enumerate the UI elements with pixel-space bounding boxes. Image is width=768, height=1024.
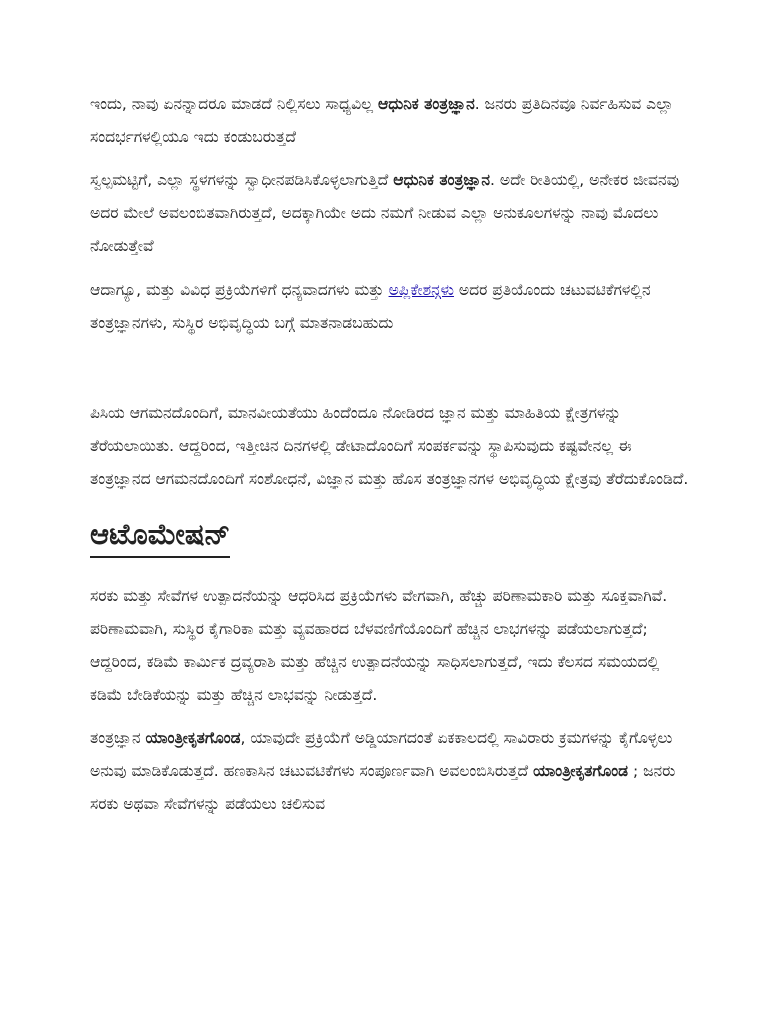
- paragraph-production: ಸರಕು ಮತ್ತು ಸೇವೆಗಳ ಉತ್ಪಾದನೆಯನ್ನು ಆಧರಿಸಿದ ಪ್ರಕ್ರಿಯೆಗಳು ವೇಗವಾಗಿ, ಹೆಚ್ಚು ಪರಿಣಾಮಕಾರಿ ಮತ್ತು ಸೂಕ್ತವಾಗಿವೆ. ಪರಿಣಾಮವಾಗಿ, ಸುಸ್ಥಿರ ಕೈಗಾರಿಕಾ ಮತ್ತು ವ್ಯವಹಾರದ ಬೆಳವಣಿಗೆಯೊಂದಿಗೆ ಹೆಚ್ಚಿನ ಲಾಭಗಳನ್ನು ಪಡೆಯಲಾಗುತ್ತದೆ; ಆದ್ದರಿಂದ, ಕಡಿಮೆ ಕಾರ್ಮಿಕ ದ್ರವ್ಯರಾಶಿ ಮತ್ತು ಹೆಚ್ಚಿನ ಉತ್ಪಾದನೆಯನ್ನು ಸಾಧಿಸಲಾಗುತ್ತದೆ, ಇದು ಕೆಲಸದ ಸಮಯದಲ್ಲಿ ಕಡಿಮೆ ಬೇಡಿಕೆಯನ್ನು ಮತ್ತು ಹೆಚ್ಚಿನ ಲಾಭವನ್ನು ನೀಡುತ್ತದೆ.: [90, 587, 668, 704]
- text-run: . ಅದೇ ರೀತಿಯಲ್ಲಿ, ಅನೇಕರ ಜೀವನವು ಅದರ ಮೇಲೆ ಅವಲಂಬಿತವಾಗಿರುತ್ತದೆ, ಅದಕ್ಕಾಗಿಯೇ ಅದು ನಮಗೆ ನೀಡುವ ಎಲ್ಲಾ ಅನುಕೂಲಗಳನ್ನು ನಾವು ಮೊದಲು ನೋಡುತ್ತೇವೆ: [90, 171, 680, 255]
- section-heading-automation: ಆಟೊಮೇಷನ್: [90, 514, 230, 558]
- paragraph-intro: [90, 88, 690, 154]
- text-run: , ಯಾವುದೇ ಪ್ರಕ್ರಿಯೆಗೆ ಅಡ್ಡಿಯಾಗದಂತೆ ಏಕಕಾಲದಲ್ಲಿ ಸಾವಿರಾರು ಕ್ರಮಗಳನ್ನು ಕೈಗೊಳ್ಳಲು ಅನುವು ಮಾಡಿಕೊಡುತ್ತದೆ. ಹಣಕಾಸಿನ ಚಟುವಟಿಕೆಗಳು ಸಂಪೂರ್ಣವಾಗಿ ಅವಲಂಬಿಸಿರುತ್ತದೆ: [90, 729, 673, 780]
- bold-term: ಆಧುನಿಕ ತಂತ್ರಜ್ಞಾನ: [378, 95, 475, 113]
- paragraph-spaces: [90, 164, 690, 263]
- text-run: ತಂತ್ರಜ್ಞಾನ: [90, 729, 141, 747]
- paragraph-pc: ಪಿಸಿಯ ಆಗಮನದೊಂದಿಗೆ, ಮಾನವೀಯತೆಯು ಹಿಂದೆಂದೂ ನೋಡಿರದ ಜ್ಞಾನ ಮತ್ತು ಮಾಹಿತಿಯ ಕ್ಷೇತ್ರಗಳನ್ನು ತೆರೆಯಲಾಯಿತು. ಆದ್ದರಿಂದ, ಇತ್ತೀಚಿನ ದಿನಗಳಲ್ಲಿ ಡೇಟಾದೊಂದಿಗೆ ಸಂಪರ್ಕವನ್ನು ಸ್ಥಾಪಿಸುವುದು ಕಷ್ಟವೇನಲ್ಲ ಈ ತಂತ್ರಜ್ಞಾನದ ಆಗಮನದೊಂದಿಗೆ ಸಂಶೋಧನೆ, ವಿಜ್ಞಾನ ಮತ್ತು ಹೊಸ ತಂತ್ರಜ್ಞಾನಗಳ ಅಭಿವೃದ್ಧಿಯ ಕ್ಷೇತ್ರವು ತೆರೆದುಕೊಂಡಿದೆ.: [90, 404, 689, 488]
- bold-term: ಆಧುನಿಕ ತಂತ್ರಜ್ಞಾನ: [393, 171, 490, 189]
- paragraph-applications: [90, 274, 690, 340]
- text-run: ಸ್ವಲ್ಪಮಟ್ಟಿಗೆ, ಎಲ್ಲಾ ಸ್ಥಳಗಳನ್ನು ಸ್ವಾಧೀನಪಡಿಸಿಕೊಳ್ಳಲಾಗುತ್ತಿದೆ: [90, 171, 389, 189]
- text-run: ; ಜನರು ಸರಕು ಅಥವಾ ಸೇವೆಗಳನ್ನು ಪಡೆಯಲು ಚಲಿಸುವ: [90, 762, 676, 813]
- text-run: ಆದಾಗ್ಯೂ, ಮತ್ತು ವಿವಿಧ ಪ್ರಕ್ರಿಯೆಗಳಿಗೆ ಧನ್ಯವಾದಗಳು ಮತ್ತು: [90, 281, 384, 299]
- section-heading-wrapper: [90, 514, 690, 580]
- text-run: . ಜನರು ಪ್ರತಿದಿನವೂ ನಿರ್ವಹಿಸುವ ಎಲ್ಲಾ ಸಂದರ್ಭಗಳಲ್ಲಿಯೂ ಇದು ಕಂಡುಬರುತ್ತದೆ: [90, 95, 674, 146]
- bold-term: ಯಾಂತ್ರೀಕೃತಗೊಂಡ: [145, 729, 241, 747]
- applications-link[interactable]: ಅಪ್ಲಿಕೇಶನ್ಗಳು: [388, 281, 454, 299]
- paragraph-technology: [90, 722, 690, 821]
- text-run: ಇಂದು, ನಾವು ಏನನ್ನಾದರೂ ಮಾಡದೆ ನಿಲ್ಲಿಸಲು ಸಾಧ್ಯವಿಲ್ಲ: [90, 95, 374, 113]
- text-run: ಅದರ ಪ್ರತಿಯೊಂದು ಚಟುವಟಿಕೆಗಳಲ್ಲಿನ ತಂತ್ರಜ್ಞಾನಗಳು, ಸುಸ್ಥಿರ ಅಭಿವೃದ್ಧಿಯ ಬಗ್ಗೆ ಮಾತನಾಡಬಹುದು: [90, 281, 651, 332]
- bold-term: ಯಾಂತ್ರೀಕೃತಗೊಂಡ: [533, 762, 629, 780]
- article-body: [90, 88, 690, 821]
